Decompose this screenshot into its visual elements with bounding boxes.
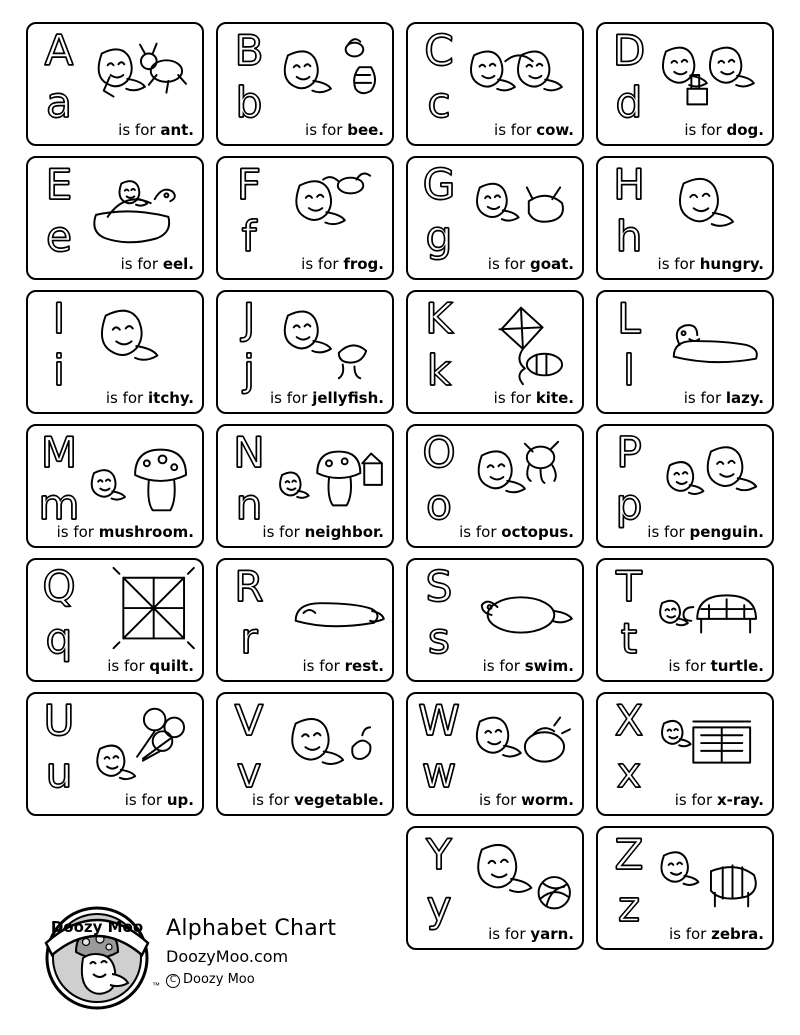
alphabet-card-grid — [18, 22, 782, 950]
lowercase-letter: j — [243, 346, 255, 395]
swim-illustration — [460, 564, 578, 658]
caption-prefix: is for — [118, 121, 156, 139]
caption-word: penguin. — [689, 523, 764, 541]
alphabet-card-s — [406, 558, 584, 682]
caption-word: kite. — [535, 389, 574, 407]
caption-word: itchy. — [148, 389, 194, 407]
caption-word: cow. — [536, 121, 574, 139]
uppercase-letter: C — [424, 26, 454, 75]
caption-word: mushroom. — [98, 523, 194, 541]
caption-prefix: is for — [124, 791, 163, 809]
caption-prefix: is for — [482, 657, 520, 675]
lowercase-letter: x — [616, 748, 642, 797]
card-caption — [28, 255, 202, 273]
caption-prefix: is for — [270, 389, 308, 407]
uppercase-letter: I — [52, 294, 66, 343]
uppercase-letter: O — [422, 428, 456, 477]
alphabet-card-n — [216, 424, 394, 548]
rest-illustration — [270, 564, 388, 658]
quilt-illustration — [80, 564, 198, 658]
lowercase-letter: i — [53, 346, 65, 395]
uppercase-letter: W — [418, 696, 460, 745]
uppercase-letter: T — [616, 562, 642, 611]
card-caption — [598, 925, 772, 943]
uppercase-letter: U — [43, 696, 75, 745]
caption-prefix: is for — [668, 925, 707, 943]
uppercase-letter: K — [425, 294, 453, 343]
caption-word: neighbor. — [304, 523, 384, 541]
caption-prefix: is for — [493, 389, 532, 407]
card-caption — [408, 791, 582, 809]
uppercase-letter: M — [40, 428, 78, 477]
alphabet-card-f — [216, 156, 394, 280]
caption-word: swim. — [524, 657, 574, 675]
dog-illustration — [650, 28, 768, 122]
lowercase-letter: m — [38, 480, 80, 529]
caption-word: goat. — [529, 255, 574, 273]
uppercase-letter: Q — [42, 562, 76, 611]
worm-illustration — [460, 698, 578, 792]
caption-prefix: is for — [107, 657, 145, 675]
lowercase-letter: n — [235, 480, 263, 529]
caption-word: zebra. — [711, 925, 764, 943]
card-caption — [408, 523, 582, 541]
caption-prefix: is for — [459, 523, 497, 541]
caption-word: jellyfish. — [312, 389, 384, 407]
caption-prefix: is for — [683, 389, 722, 407]
uppercase-letter: A — [44, 26, 74, 75]
card-caption — [408, 925, 582, 943]
card-caption — [218, 791, 392, 809]
uppercase-letter: Z — [614, 830, 644, 879]
lowercase-letter: z — [617, 882, 641, 931]
alphabet-card-x — [596, 692, 774, 816]
alphabet-card-g — [406, 156, 584, 280]
vegetable-illustration — [270, 698, 388, 792]
caption-word: x-ray. — [716, 791, 764, 809]
lowercase-letter: d — [615, 78, 643, 127]
caption-prefix: is for — [674, 791, 713, 809]
alphabet-card-a — [26, 22, 204, 146]
lowercase-letter: o — [426, 480, 452, 529]
lowercase-letter: f — [241, 212, 257, 261]
card-caption — [28, 121, 202, 139]
alphabet-card-t — [596, 558, 774, 682]
copyright-line — [166, 972, 336, 988]
alphabet-card-k — [406, 290, 584, 414]
uppercase-letter: G — [422, 160, 456, 209]
alphabet-card-i — [26, 290, 204, 414]
alphabet-card-p — [596, 424, 774, 548]
lowercase-letter: c — [427, 78, 451, 127]
lowercase-letter: q — [45, 614, 73, 663]
uppercase-letter: D — [612, 26, 646, 75]
card-caption — [598, 389, 772, 407]
uppercase-letter: Y — [426, 830, 452, 879]
caption-word: dog. — [726, 121, 764, 139]
card-caption — [408, 389, 582, 407]
caption-prefix: is for — [494, 121, 532, 139]
card-caption — [28, 389, 202, 407]
alphabet-card-j — [216, 290, 394, 414]
frog-illustration — [270, 162, 388, 256]
uppercase-letter: F — [236, 160, 262, 209]
card-caption — [598, 791, 772, 809]
lowercase-letter: s — [428, 614, 450, 663]
lazy-illustration — [650, 296, 768, 390]
caption-word: octopus. — [501, 523, 574, 541]
bee-illustration — [270, 28, 388, 122]
card-caption — [218, 389, 392, 407]
uppercase-letter: L — [617, 294, 641, 343]
chart-footer — [38, 891, 398, 1019]
footer-text-block — [166, 916, 336, 994]
uppercase-letter: R — [234, 562, 264, 611]
card-caption — [408, 121, 582, 139]
caption-word: up. — [166, 791, 194, 809]
jellyfish-illustration — [270, 296, 388, 390]
alphabet-card-h — [596, 156, 774, 280]
caption-prefix: is for — [684, 121, 722, 139]
logo-trademark: ™ — [152, 981, 160, 990]
caption-prefix: is for — [478, 791, 517, 809]
lowercase-letter: u — [45, 748, 73, 797]
card-caption — [218, 121, 392, 139]
caption-word: quilt. — [149, 657, 194, 675]
uppercase-letter: E — [45, 160, 73, 209]
caption-word: vegetable. — [294, 791, 384, 809]
website-url: DoozyMoo.com — [166, 947, 289, 966]
uppercase-letter: J — [242, 294, 256, 343]
penguin-illustration — [650, 430, 768, 524]
card-caption — [218, 255, 392, 273]
mushroom-illustration — [80, 430, 198, 524]
caption-word: lazy. — [725, 389, 764, 407]
copyright-icon: C — [166, 974, 180, 988]
card-caption — [598, 657, 772, 675]
alphabet-card-q — [26, 558, 204, 682]
alphabet-card-o — [406, 424, 584, 548]
caption-prefix: is for — [262, 523, 300, 541]
alphabet-card-b — [216, 22, 394, 146]
card-caption — [598, 523, 772, 541]
xray-illustration — [650, 698, 768, 792]
logo-text: Doozy Moo — [50, 918, 144, 936]
alphabet-card-r — [216, 558, 394, 682]
kite-illustration — [460, 296, 578, 390]
card-caption — [598, 255, 772, 273]
hungry-illustration — [650, 162, 768, 256]
goat-illustration — [460, 162, 578, 256]
card-caption — [28, 791, 202, 809]
caption-prefix: is for — [305, 121, 343, 139]
caption-word: hungry. — [699, 255, 764, 273]
caption-word: frog. — [343, 255, 384, 273]
caption-prefix: is for — [301, 255, 339, 273]
uppercase-letter: S — [425, 562, 453, 611]
itchy-illustration — [80, 296, 198, 390]
page-title: Alphabet Chart — [166, 916, 337, 941]
alphabet-card-m — [26, 424, 204, 548]
caption-word: rest. — [344, 657, 384, 675]
caption-word: yarn. — [530, 925, 574, 943]
caption-prefix: is for — [251, 791, 290, 809]
octopus-illustration — [460, 430, 578, 524]
caption-word: worm. — [521, 791, 574, 809]
caption-prefix: is for — [668, 657, 706, 675]
lowercase-letter: y — [426, 882, 452, 931]
neighbor-illustration — [270, 430, 388, 524]
ant-illustration — [80, 28, 198, 122]
caption-prefix: is for — [302, 657, 340, 675]
caption-prefix: is for — [657, 255, 695, 273]
zebra-illustration — [650, 832, 768, 926]
caption-word: eel. — [162, 255, 194, 273]
caption-word: turtle. — [710, 657, 764, 675]
uppercase-letter: B — [234, 26, 264, 75]
alphabet-card-v — [216, 692, 394, 816]
lowercase-letter: v — [236, 748, 262, 797]
alphabet-card-z — [596, 826, 774, 950]
uppercase-letter: V — [234, 696, 264, 745]
lowercase-letter: h — [615, 212, 643, 261]
lowercase-letter: r — [240, 614, 258, 663]
copyright-owner: Doozy Moo — [183, 972, 255, 987]
turtle-illustration — [650, 564, 768, 658]
uppercase-letter: P — [616, 428, 642, 477]
card-caption — [408, 657, 582, 675]
lowercase-letter: l — [623, 346, 635, 395]
alphabet-card-y — [406, 826, 584, 950]
alphabet-card-e — [26, 156, 204, 280]
doozy-moo-logo — [38, 896, 160, 1014]
lowercase-letter: w — [421, 748, 457, 797]
card-caption — [28, 523, 202, 541]
caption-word: bee. — [347, 121, 384, 139]
caption-prefix: is for — [487, 255, 526, 273]
lowercase-letter: p — [615, 480, 643, 529]
cow-illustration — [460, 28, 578, 122]
alphabet-card-d — [596, 22, 774, 146]
up-illustration — [80, 698, 198, 792]
alphabet-card-w — [406, 692, 584, 816]
card-caption — [218, 523, 392, 541]
caption-prefix: is for — [105, 389, 144, 407]
lowercase-letter: g — [425, 212, 453, 261]
lowercase-letter: a — [46, 78, 72, 127]
lowercase-letter: k — [426, 346, 452, 395]
caption-word: ant. — [160, 121, 194, 139]
caption-prefix: is for — [647, 523, 685, 541]
alphabet-card-l — [596, 290, 774, 414]
uppercase-letter: H — [613, 160, 645, 209]
lowercase-letter: b — [235, 78, 263, 127]
alphabet-card-c — [406, 22, 584, 146]
card-caption — [218, 657, 392, 675]
caption-prefix: is for — [56, 523, 94, 541]
card-caption — [408, 255, 582, 273]
eel-illustration — [80, 162, 198, 256]
card-caption — [28, 657, 202, 675]
alphabet-card-u — [26, 692, 204, 816]
yarn-illustration — [460, 832, 578, 926]
lowercase-letter: t — [620, 614, 638, 663]
lowercase-letter: e — [46, 212, 72, 261]
caption-prefix: is for — [488, 925, 526, 943]
uppercase-letter: N — [233, 428, 265, 477]
uppercase-letter: X — [614, 696, 644, 745]
caption-prefix: is for — [120, 255, 159, 273]
card-caption — [598, 121, 772, 139]
